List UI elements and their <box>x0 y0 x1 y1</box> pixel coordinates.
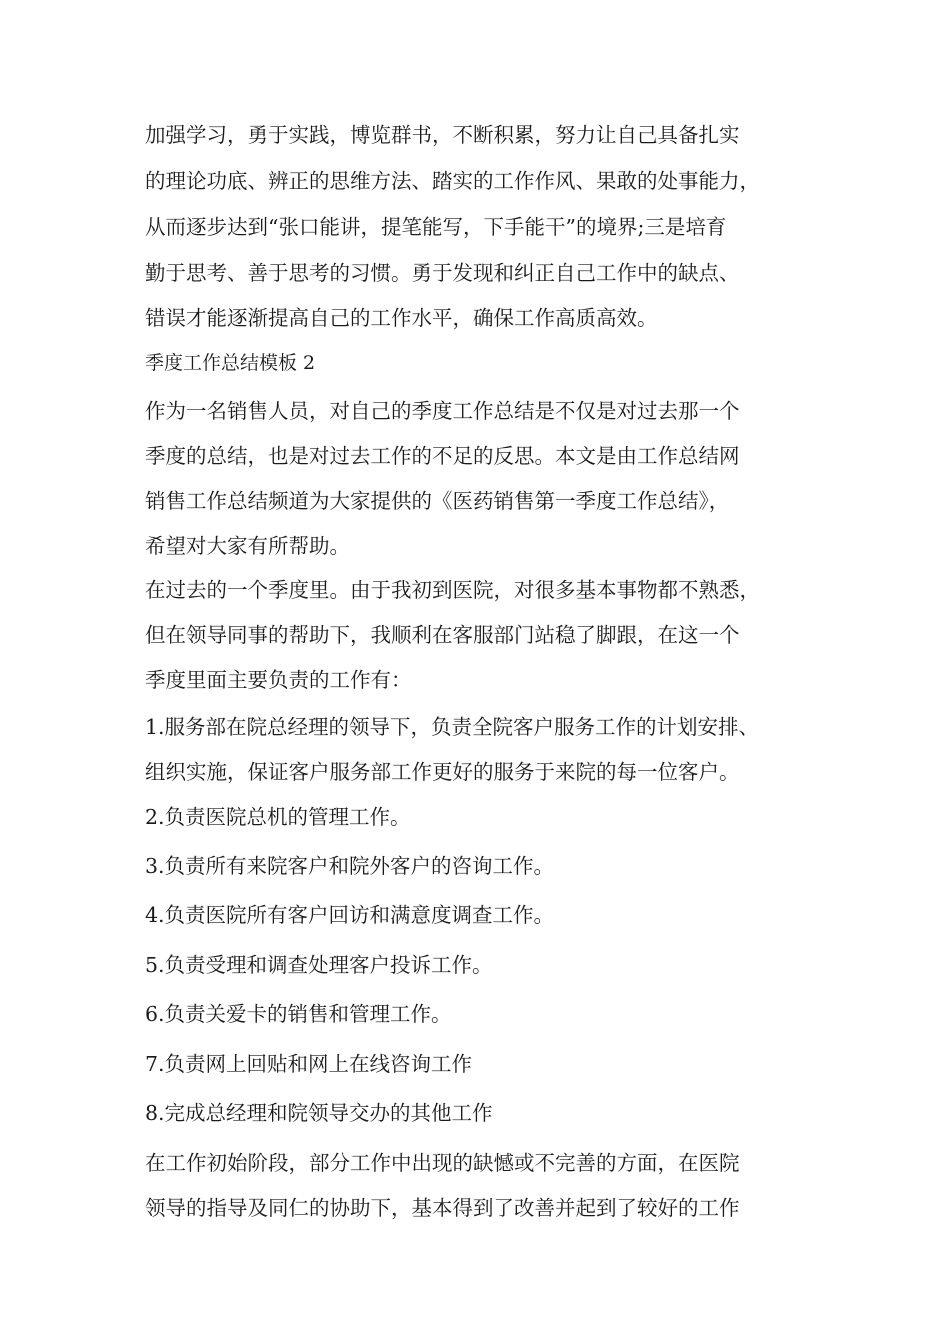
section-heading: 季度工作总结模板 2 <box>145 352 316 374</box>
list-item: 3.负责所有来院客户和院外客户的咨询工作。 <box>145 854 555 878</box>
body-text-line: 组织实施，保证客户服务部工作更好的服务于来院的每一位客户。 <box>145 760 740 784</box>
body-text-line: 在工作初始阶段，部分工作中出现的缺憾或不完善的方面，在医院 <box>145 1151 740 1175</box>
body-text-line: 在过去的一个季度里。由于我初到医院，对很多基本事物都不熟悉， <box>145 578 760 602</box>
body-text-line: 作为一名销售人员，对自己的季度工作总结是不仅是对过去那一个 <box>145 399 740 423</box>
list-item: 5.负责受理和调查处理客户投诉工作。 <box>145 953 493 977</box>
body-text-line: 领导的指导及同仁的协助下，基本得到了改善并起到了较好的工作 <box>145 1196 740 1220</box>
body-text-line: 加强学习，勇于实践，博览群书，不断积累，努力让自己具备扎实 <box>145 123 740 147</box>
body-text-line: 季度里面主要负责的工作有： <box>145 668 412 692</box>
body-text-line: 希望对大家有所帮助。 <box>145 534 350 558</box>
body-text-line: 季度的总结，也是对过去工作的不足的反思。本文是由工作总结网 <box>145 444 740 468</box>
list-item: 4.负责医院所有客户回访和满意度调查工作。 <box>145 903 555 927</box>
body-text-line: 勤于思考、善于思考的习惯。勇于发现和纠正自己工作中的缺点、 <box>145 261 740 285</box>
body-text-line: 销售工作总结频道为大家提供的《医药销售第一季度工作总结》， <box>145 489 730 513</box>
body-text-line: 但在领导同事的帮助下，我顺利在客服部门站稳了脚跟，在这一个 <box>145 623 740 647</box>
list-item: 6.负责关爱卡的销售和管理工作。 <box>145 1002 452 1026</box>
body-text-line: 的理论功底、辨正的思维方法、踏实的工作作风、果敢的处事能力， <box>145 169 760 193</box>
body-text-line: 错误才能逐渐提高自己的工作水平，确保工作高质高效。 <box>145 306 658 330</box>
list-item: 7.负责网上回贴和网上在线咨询工作 <box>145 1052 473 1076</box>
list-item: 1.服务部在院总经理的领导下，负责全院客户服务工作的计划安排、 <box>145 715 760 739</box>
body-text-line: 从而逐步达到“张口能讲，提笔能写，下手能干”的境界;三是培育 <box>145 215 727 239</box>
list-item: 8.完成总经理和院领导交办的其他工作 <box>145 1101 493 1125</box>
list-item: 2.负责医院总机的管理工作。 <box>145 805 411 829</box>
